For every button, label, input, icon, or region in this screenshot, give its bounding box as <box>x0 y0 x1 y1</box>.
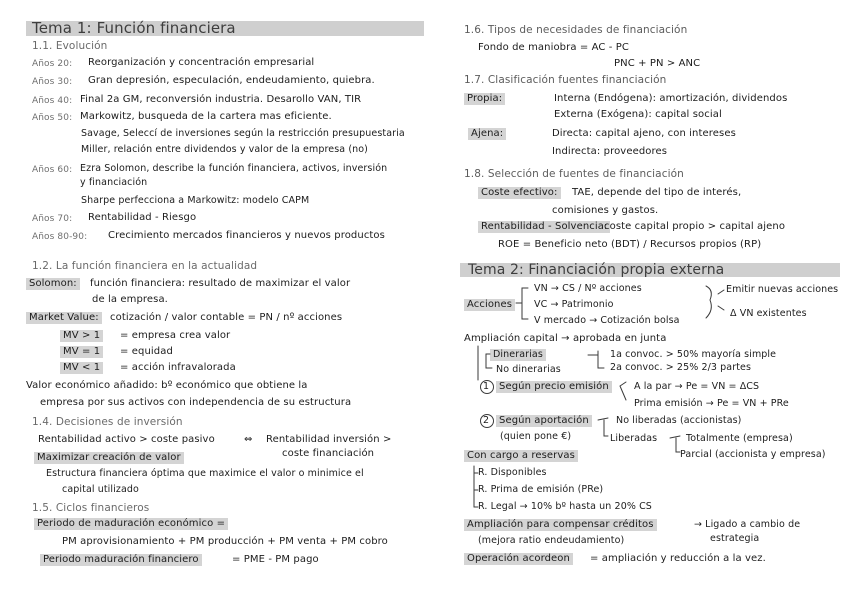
coste-efectivo-text: TAE, depende del tipo de interés, <box>572 187 742 198</box>
propia-interna: Interna (Endógena): amortización, dividendos <box>554 93 788 104</box>
mv-rule-key: MV < 1 <box>60 362 103 374</box>
coste-financiacion: coste financiación <box>282 448 375 459</box>
dinerarias: Dinerarias <box>490 349 546 361</box>
acciones-vc: VC → Patrimonio <box>534 299 614 310</box>
liberadas: Liberadas <box>610 433 658 444</box>
fondo-maniobra-formula: Fondo de maniobra = AC - PC <box>478 42 629 53</box>
coste-efectivo-label: Coste efectivo: <box>478 187 561 199</box>
timeline-text: Crecimiento mercados financieros y nuevos productos <box>108 230 385 241</box>
acciones-label: Acciones <box>464 299 515 311</box>
ajena-indirecta: Indirecta: proveedores <box>552 146 668 157</box>
timeline-year: Años 60: <box>32 165 73 175</box>
section-1-6-heading: 1.6. Tipos de necesidades de financiación <box>464 24 688 36</box>
rentabilidad-solvencia-label: Rentabilidad - Solvencia: <box>478 221 610 233</box>
cargo-reservas: Con cargo a reservas <box>464 450 578 462</box>
section-1-1-heading: 1.1. Evolución <box>32 40 108 52</box>
reserva-prima: R. Prima de emisión (PRe) <box>478 484 604 495</box>
section-1-5-heading: 1.5. Ciclos financieros <box>32 502 150 514</box>
coste-efectivo-cont: comisiones y gastos. <box>552 205 659 216</box>
number-2: 2 <box>483 415 490 426</box>
precio-emision: Según precio emisión <box>496 381 612 393</box>
pme-formula: PM aprovisionamiento + PM producción + PM venta + PM cobro <box>62 536 388 547</box>
pmf-label: Periodo maduración financiero <box>40 554 202 566</box>
section-1-2-heading: 1.2. La función financiera en la actualidad <box>32 260 258 272</box>
solomon-text-cont: de la empresa. <box>92 294 168 305</box>
timeline-text: Markowitz, busqueda de la cartera mas eficiente. <box>80 111 332 122</box>
pmf-formula: = PME - PM pago <box>232 554 319 565</box>
iff-symbol: ⇔ <box>244 434 253 445</box>
market-value-label: Market Value: <box>26 312 102 324</box>
timeline-text: Gran depresión, especulación, endeudamiento, quiebra. <box>88 75 375 86</box>
ampliacion-capital: Ampliación capital → aprobada en junta <box>464 333 667 344</box>
timeline-text: Ezra Solomon, describe la función financiera, activos, inversión <box>80 163 388 174</box>
rentabilidad-inversion: Rentabilidad inversión > <box>266 434 392 445</box>
convocatoria-1: 1a convoc. > 50% mayoría simple <box>610 349 777 360</box>
operacion-acordeon: Operación acordeon <box>464 553 573 565</box>
propia-label: Propia: <box>464 93 505 105</box>
mv-rule-value: = empresa crea valor <box>120 330 231 341</box>
no-dinerarias: No dinerarias <box>496 364 561 375</box>
reserva-legal: R. Legal → 10% bº hasta un 20% CS <box>478 501 652 512</box>
tema2-title: Tema 2: Financiación propia externa <box>468 262 725 278</box>
parcial: Parcial (accionista y empresa) <box>680 449 826 460</box>
ligado-cambio: → Ligado a cambio de <box>694 519 801 530</box>
timeline-text: Rentabilidad - Riesgo <box>88 212 197 223</box>
timeline-text: Final 2a GM, reconversión industria. Desarollo VAN, TIR <box>80 94 362 105</box>
ajena-directa: Directa: capital ajeno, con intereses <box>552 128 736 139</box>
solomon-text: función financiera: resultado de maximizar el valor <box>90 278 351 289</box>
roe-formula: ROE = Beneficio neto (BDT) / Recursos propios (RP) <box>498 239 762 250</box>
totalmente: Totalmente (empresa) <box>686 433 793 444</box>
number-1: 1 <box>483 381 490 392</box>
convocatoria-2: 2a convoc. > 25% 2/3 partes <box>610 362 752 373</box>
estructura-financiera: Estructura financiera óptima que maximice el valor o minimice el <box>46 468 364 479</box>
pnc-formula: PNC + PN > ANC <box>614 58 701 69</box>
estrategia: estrategia <box>710 533 760 544</box>
timeline-text: Reorganización y concentración empresarial <box>88 57 315 68</box>
estructura-financiera-cont: capital utilizado <box>62 484 139 495</box>
rentabilidad-solvencia-text: coste capital propio > capital ajeno <box>604 221 786 232</box>
operacion-acordeon-text: = ampliación y reducción a la vez. <box>590 553 766 564</box>
maximizar-valor: Maximizar creación de valor <box>34 452 184 464</box>
delta-vn: Δ VN existentes <box>730 308 807 319</box>
valor-economico-line: Valor económico añadido: bº económico que obtiene la <box>26 380 308 391</box>
section-1-8-heading: 1.8. Selección de fuentes de financiación <box>464 168 684 180</box>
timeline-year: Años 70: <box>32 214 73 224</box>
acciones-vm: V mercado → Cotización bolsa <box>534 315 680 326</box>
compensar-creditos: Ampliación para compensar créditos <box>464 519 657 531</box>
quien-pone: (quien pone €) <box>500 431 572 442</box>
mv-rule-key: MV = 1 <box>60 346 103 358</box>
reserva-disponibles: R. Disponibles <box>478 467 547 478</box>
section-1-7-heading: 1.7. Clasificación fuentes financiación <box>464 74 667 86</box>
timeline-year: Años 40: <box>32 96 73 106</box>
rentabilidad-activo: Rentabilidad activo > coste pasivo <box>38 434 215 445</box>
timeline-year: Años 50: <box>32 113 73 123</box>
timeline-year: Años 80-90: <box>32 232 88 242</box>
no-liberadas: No liberadas (accionistas) <box>616 415 742 426</box>
section-1-4-heading: 1.4. Decisiones de inversión <box>32 416 183 428</box>
propia-externa: Externa (Exógena): capital social <box>554 109 722 120</box>
miller-note: Miller, relación entre dividendos y valor de la empresa (no) <box>81 144 368 155</box>
savage-note: Savage, Seleccí de inversiones según la restricción presupuestaria <box>81 128 405 139</box>
tema1-title: Tema 1: Función financiera <box>32 19 236 37</box>
valor-economico-line: empresa por sus activos con independencia de su estructura <box>40 397 352 408</box>
timeline-year: Años 30: <box>32 77 73 87</box>
emitir-acciones: Emitir nuevas acciones <box>726 284 839 295</box>
segun-aportacion: Según aportación <box>496 415 592 427</box>
mejora-ratio: (mejora ratio endeudamiento) <box>478 535 625 546</box>
solomon-label: Solomon: <box>26 278 80 290</box>
mv-rule-value: = equidad <box>120 346 173 357</box>
a-la-par: A la par → Pe = VN = ΔCS <box>634 381 760 392</box>
pme-label: Periodo de maduración económico = <box>34 518 228 530</box>
sharpe-note: Sharpe perfecciona a Markowitz: modelo CAPM <box>81 195 310 206</box>
timeline-year: Años 20: <box>32 59 73 69</box>
ajena-label: Ajena: <box>468 128 506 140</box>
timeline-text-cont: y financiación <box>80 177 148 188</box>
market-value-text: cotización / valor contable = PN / nº acciones <box>110 312 343 323</box>
prima-emision: Prima emisión → Pe = VN + PRe <box>634 398 789 409</box>
acciones-vn: VN → CS / Nº acciones <box>534 283 642 294</box>
mv-rule-key: MV > 1 <box>60 330 103 342</box>
mv-rule-value: = acción infravalorada <box>120 362 236 373</box>
